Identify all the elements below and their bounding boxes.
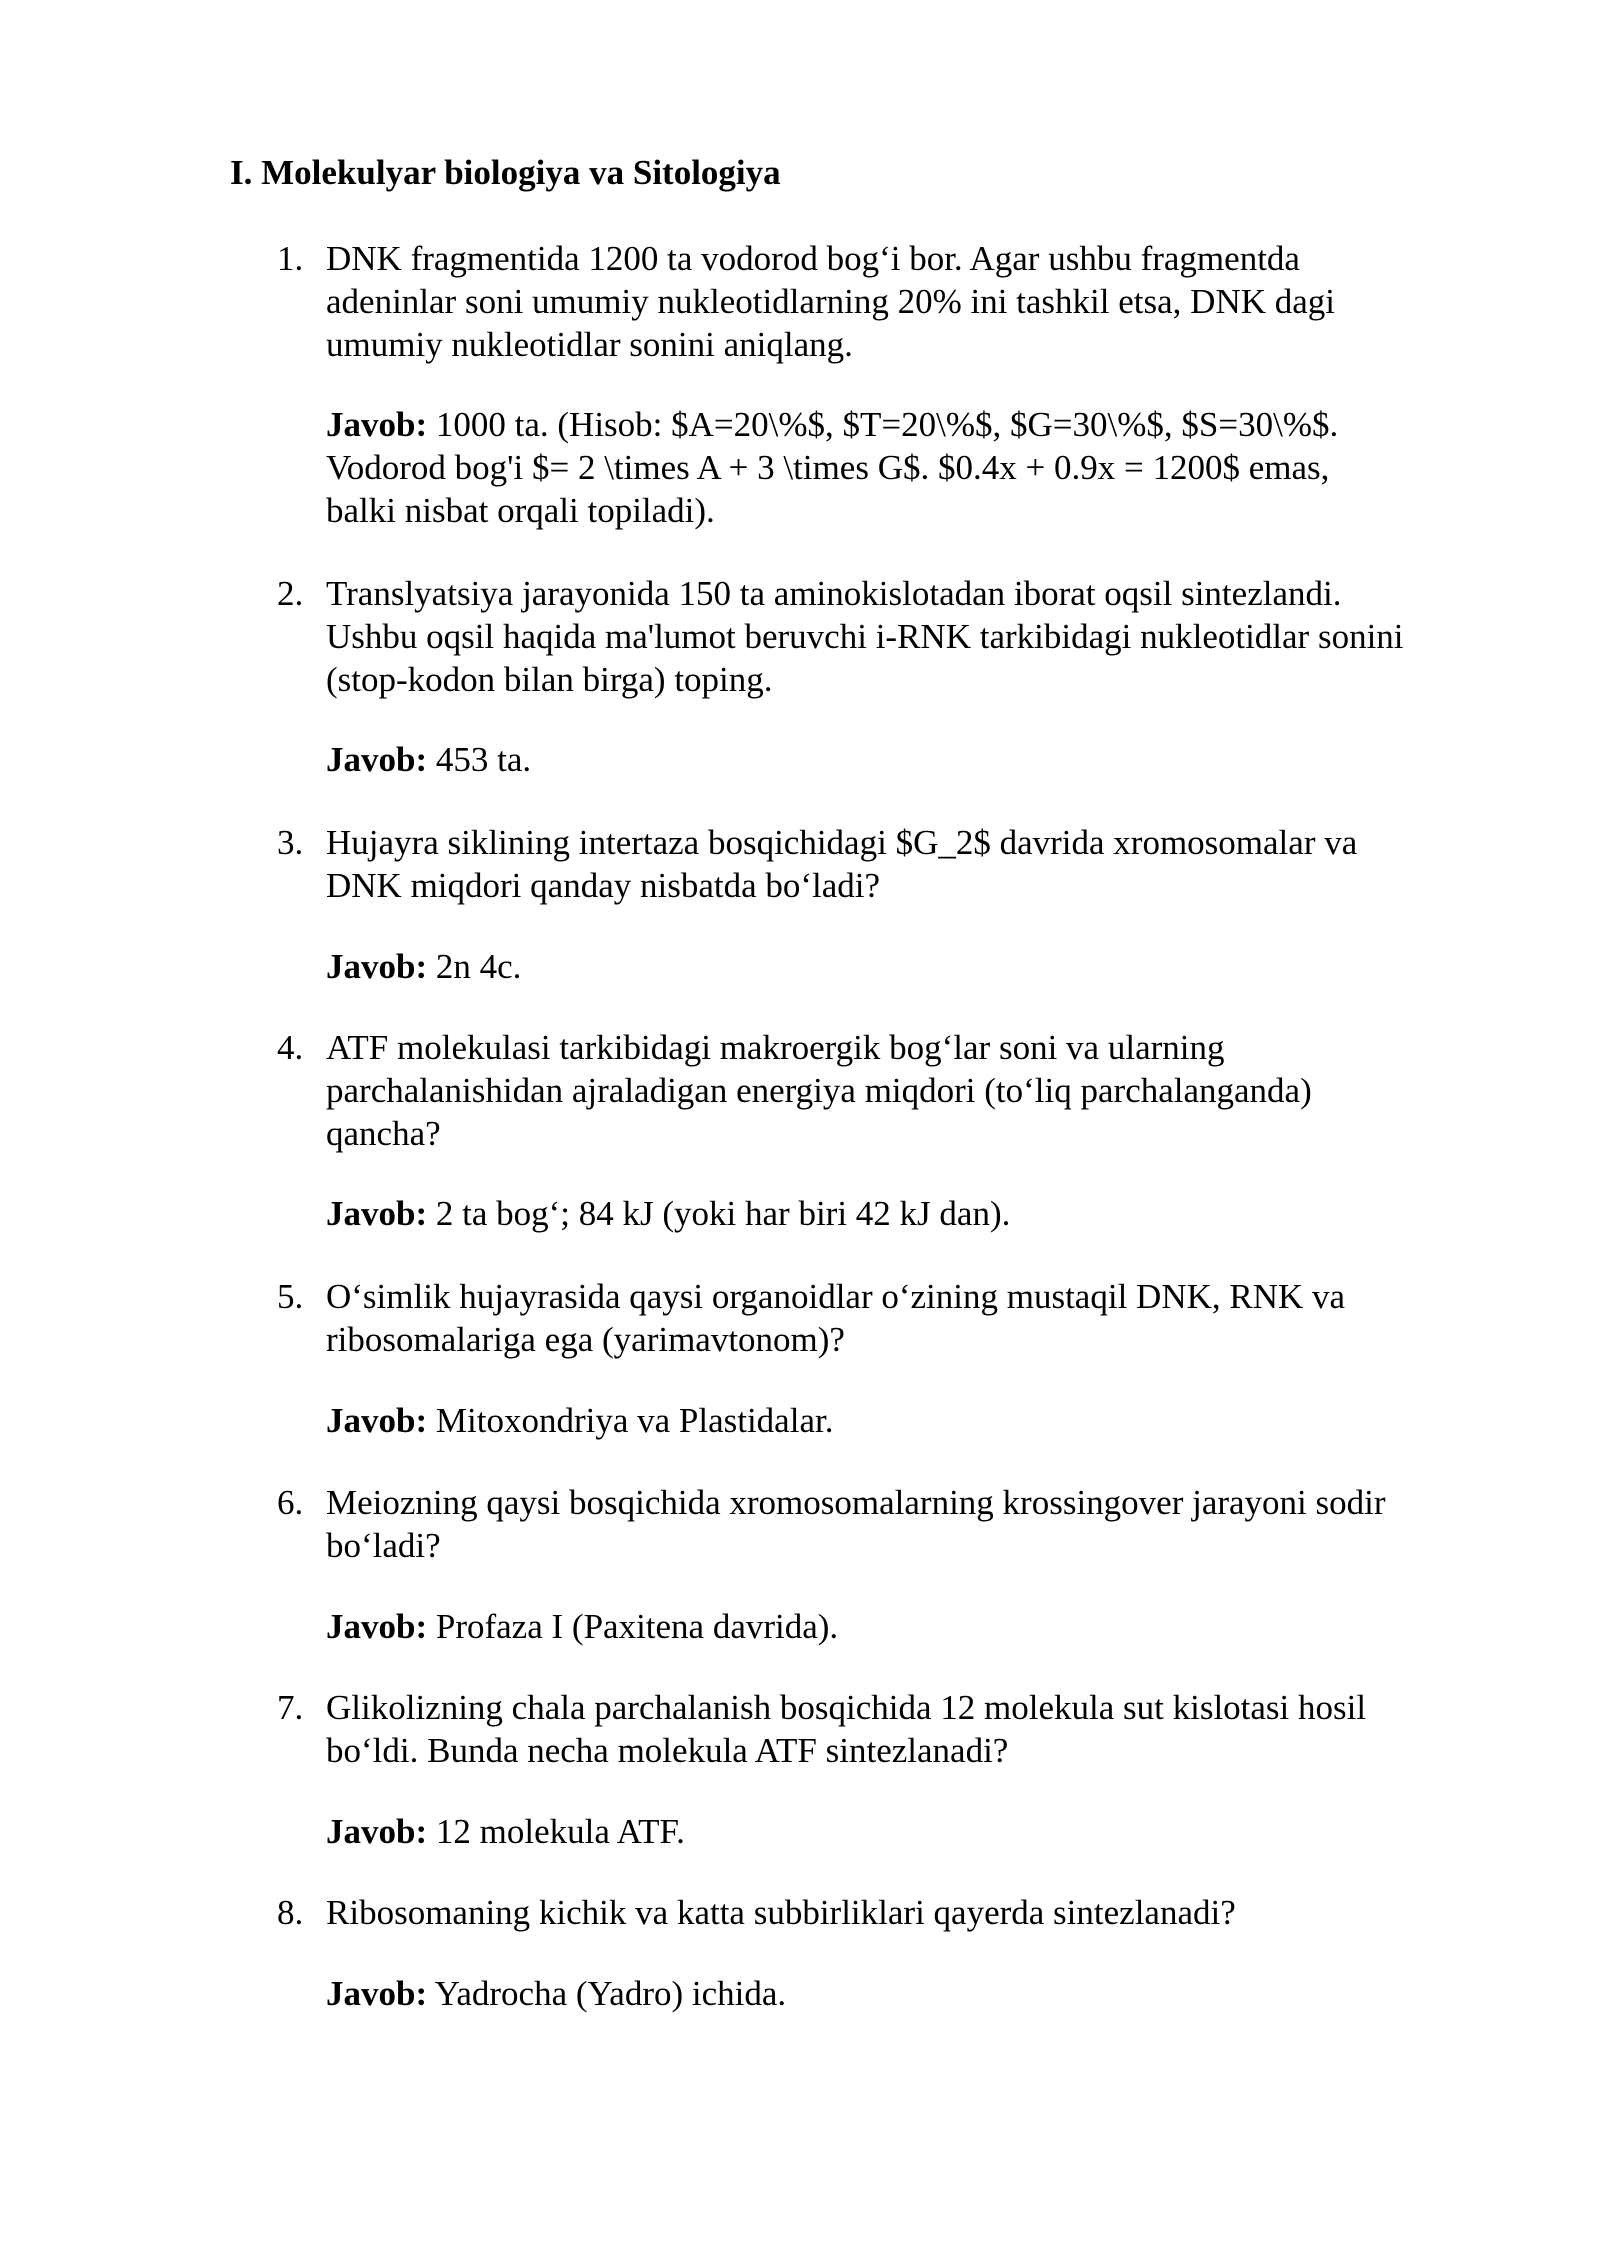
- question-text-line: Ushbu oqsil haqida ma'lumot beruvchi i-RNK tarkibidagi nukleotidlar sonini: [326, 617, 1404, 656]
- question-number: 5.: [277, 1277, 304, 1316]
- question-text-line: Translyatsiya jarayonida 150 ta aminokislotadan iborat oqsil sintezlandi.: [326, 574, 1342, 613]
- answer-label: Javob:: [326, 1812, 428, 1851]
- answer-text: Mitoxondriya va Plastidalar.: [435, 1401, 834, 1440]
- answer-text: Yadrocha (Yadro) ichida.: [434, 1974, 787, 2013]
- question-text: [326, 572, 1506, 701]
- section-title: I. Molekulyar biologiya va Sitologiya: [230, 153, 781, 192]
- question-text-line: parchalanishidan ajraladigan energiya miqdori (to‘liq parchalanganda): [326, 1071, 1312, 1110]
- question-text: [326, 237, 1506, 366]
- question-text-line: Hujayra siklining intertaza bosqichidagi $G_2$ davrida xromosomalar va: [326, 823, 1358, 862]
- question-number: 7.: [277, 1688, 304, 1727]
- answer-block: [326, 1399, 1506, 1442]
- answer-label: Javob:: [326, 1194, 428, 1233]
- answer-label: Javob:: [326, 405, 428, 444]
- answer-line: [326, 1192, 1506, 1235]
- question-text-line: ribosomalariga ega (yarimavtonom)?: [326, 1320, 845, 1359]
- question-text-line: DNK fragmentida 1200 ta vodorod bog‘i bor. Agar ushbu fragmentda: [326, 239, 1300, 278]
- question-text: [326, 821, 1506, 907]
- question-text-line: qancha?: [326, 1114, 441, 1153]
- answer-block: [326, 403, 1506, 532]
- answer-block: [326, 1810, 1506, 1853]
- question-text-line: bo‘ladi?: [326, 1526, 441, 1565]
- question-text: [326, 1275, 1506, 1361]
- answer-text: Profaza I (Paxitena davrida).: [435, 1607, 839, 1646]
- answer-text: 2n 4c.: [435, 947, 522, 986]
- question-text-line: O‘simlik hujayrasida qaysi organoidlar o‘zining mustaqil DNK, RNK va: [326, 1277, 1346, 1316]
- question-text-line: (stop-kodon bilan birga) toping.: [326, 660, 773, 699]
- answer-block: [326, 1972, 1506, 2015]
- question-number: 6.: [277, 1483, 304, 1522]
- question-number: 8.: [277, 1893, 304, 1932]
- answer-line: [326, 1605, 1506, 1648]
- answer-text: 1000 ta. (Hisob: $A=20\%$, $T=20\%$, $G=30\%$, $S=30\%$.: [435, 405, 1339, 444]
- answer-text: 453 ta.: [435, 740, 532, 779]
- answer-block: [326, 1192, 1506, 1235]
- question-text: [326, 1891, 1506, 1934]
- question-text-line: bo‘ldi. Bunda necha molekula ATF sintezlanadi?: [326, 1731, 1009, 1770]
- answer-label: Javob:: [326, 740, 428, 779]
- answer-text: Vodorod bog'i $= 2 \times A + 3 \times G$. $0.4x + 0.9x = 1200$ emas,: [326, 448, 1330, 487]
- answer-block: [326, 945, 1506, 988]
- answer-label: Javob:: [326, 947, 428, 986]
- answer-line: [326, 403, 1506, 446]
- answer-label: Javob:: [326, 1974, 428, 2013]
- answer-line: [326, 738, 1506, 781]
- question-number: 2.: [277, 574, 304, 613]
- question-number: 1.: [277, 239, 304, 278]
- answer-label: Javob:: [326, 1607, 428, 1646]
- answer-block: [326, 738, 1506, 781]
- answer-line: [326, 945, 1506, 988]
- question-text: [326, 1481, 1506, 1567]
- answer-label: Javob:: [326, 1401, 428, 1440]
- answer-text: 12 molekula ATF.: [435, 1812, 685, 1851]
- question-text-line: umumiy nukleotidlar sonini aniqlang.: [326, 325, 853, 364]
- answer-text: balki nisbat orqali topiladi).: [326, 491, 715, 530]
- answer-line: [326, 446, 1506, 489]
- question-text: [326, 1686, 1506, 1772]
- question-text-line: Meiozning qaysi bosqichida xromosomalarning krossingover jarayoni sodir: [326, 1483, 1386, 1522]
- question-text-line: ATF molekulasi tarkibidagi makroergik bog‘lar soni va ularning: [326, 1028, 1225, 1067]
- question-text-line: adeninlar soni umumiy nukleotidlarning 20% ini tashkil etsa, DNK dagi: [326, 282, 1336, 321]
- answer-line: [326, 1972, 1506, 2015]
- question-number: 4.: [277, 1028, 304, 1067]
- answer-line: [326, 489, 1506, 532]
- question-text-line: Ribosomaning kichik va katta subbirliklari qayerda sintezlanadi?: [326, 1893, 1236, 1932]
- question-text-line: DNK miqdori qanday nisbatda bo‘ladi?: [326, 866, 881, 905]
- question-number: 3.: [277, 823, 304, 862]
- answer-line: [326, 1399, 1506, 1442]
- question-text: [326, 1026, 1506, 1155]
- answer-text: 2 ta bog‘; 84 kJ (yoki har biri 42 kJ dan).: [435, 1194, 1011, 1233]
- question-text-line: Glikolizning chala parchalanish bosqichida 12 molekula sut kislotasi hosil: [326, 1688, 1367, 1727]
- answer-block: [326, 1605, 1506, 1648]
- answer-line: [326, 1810, 1506, 1853]
